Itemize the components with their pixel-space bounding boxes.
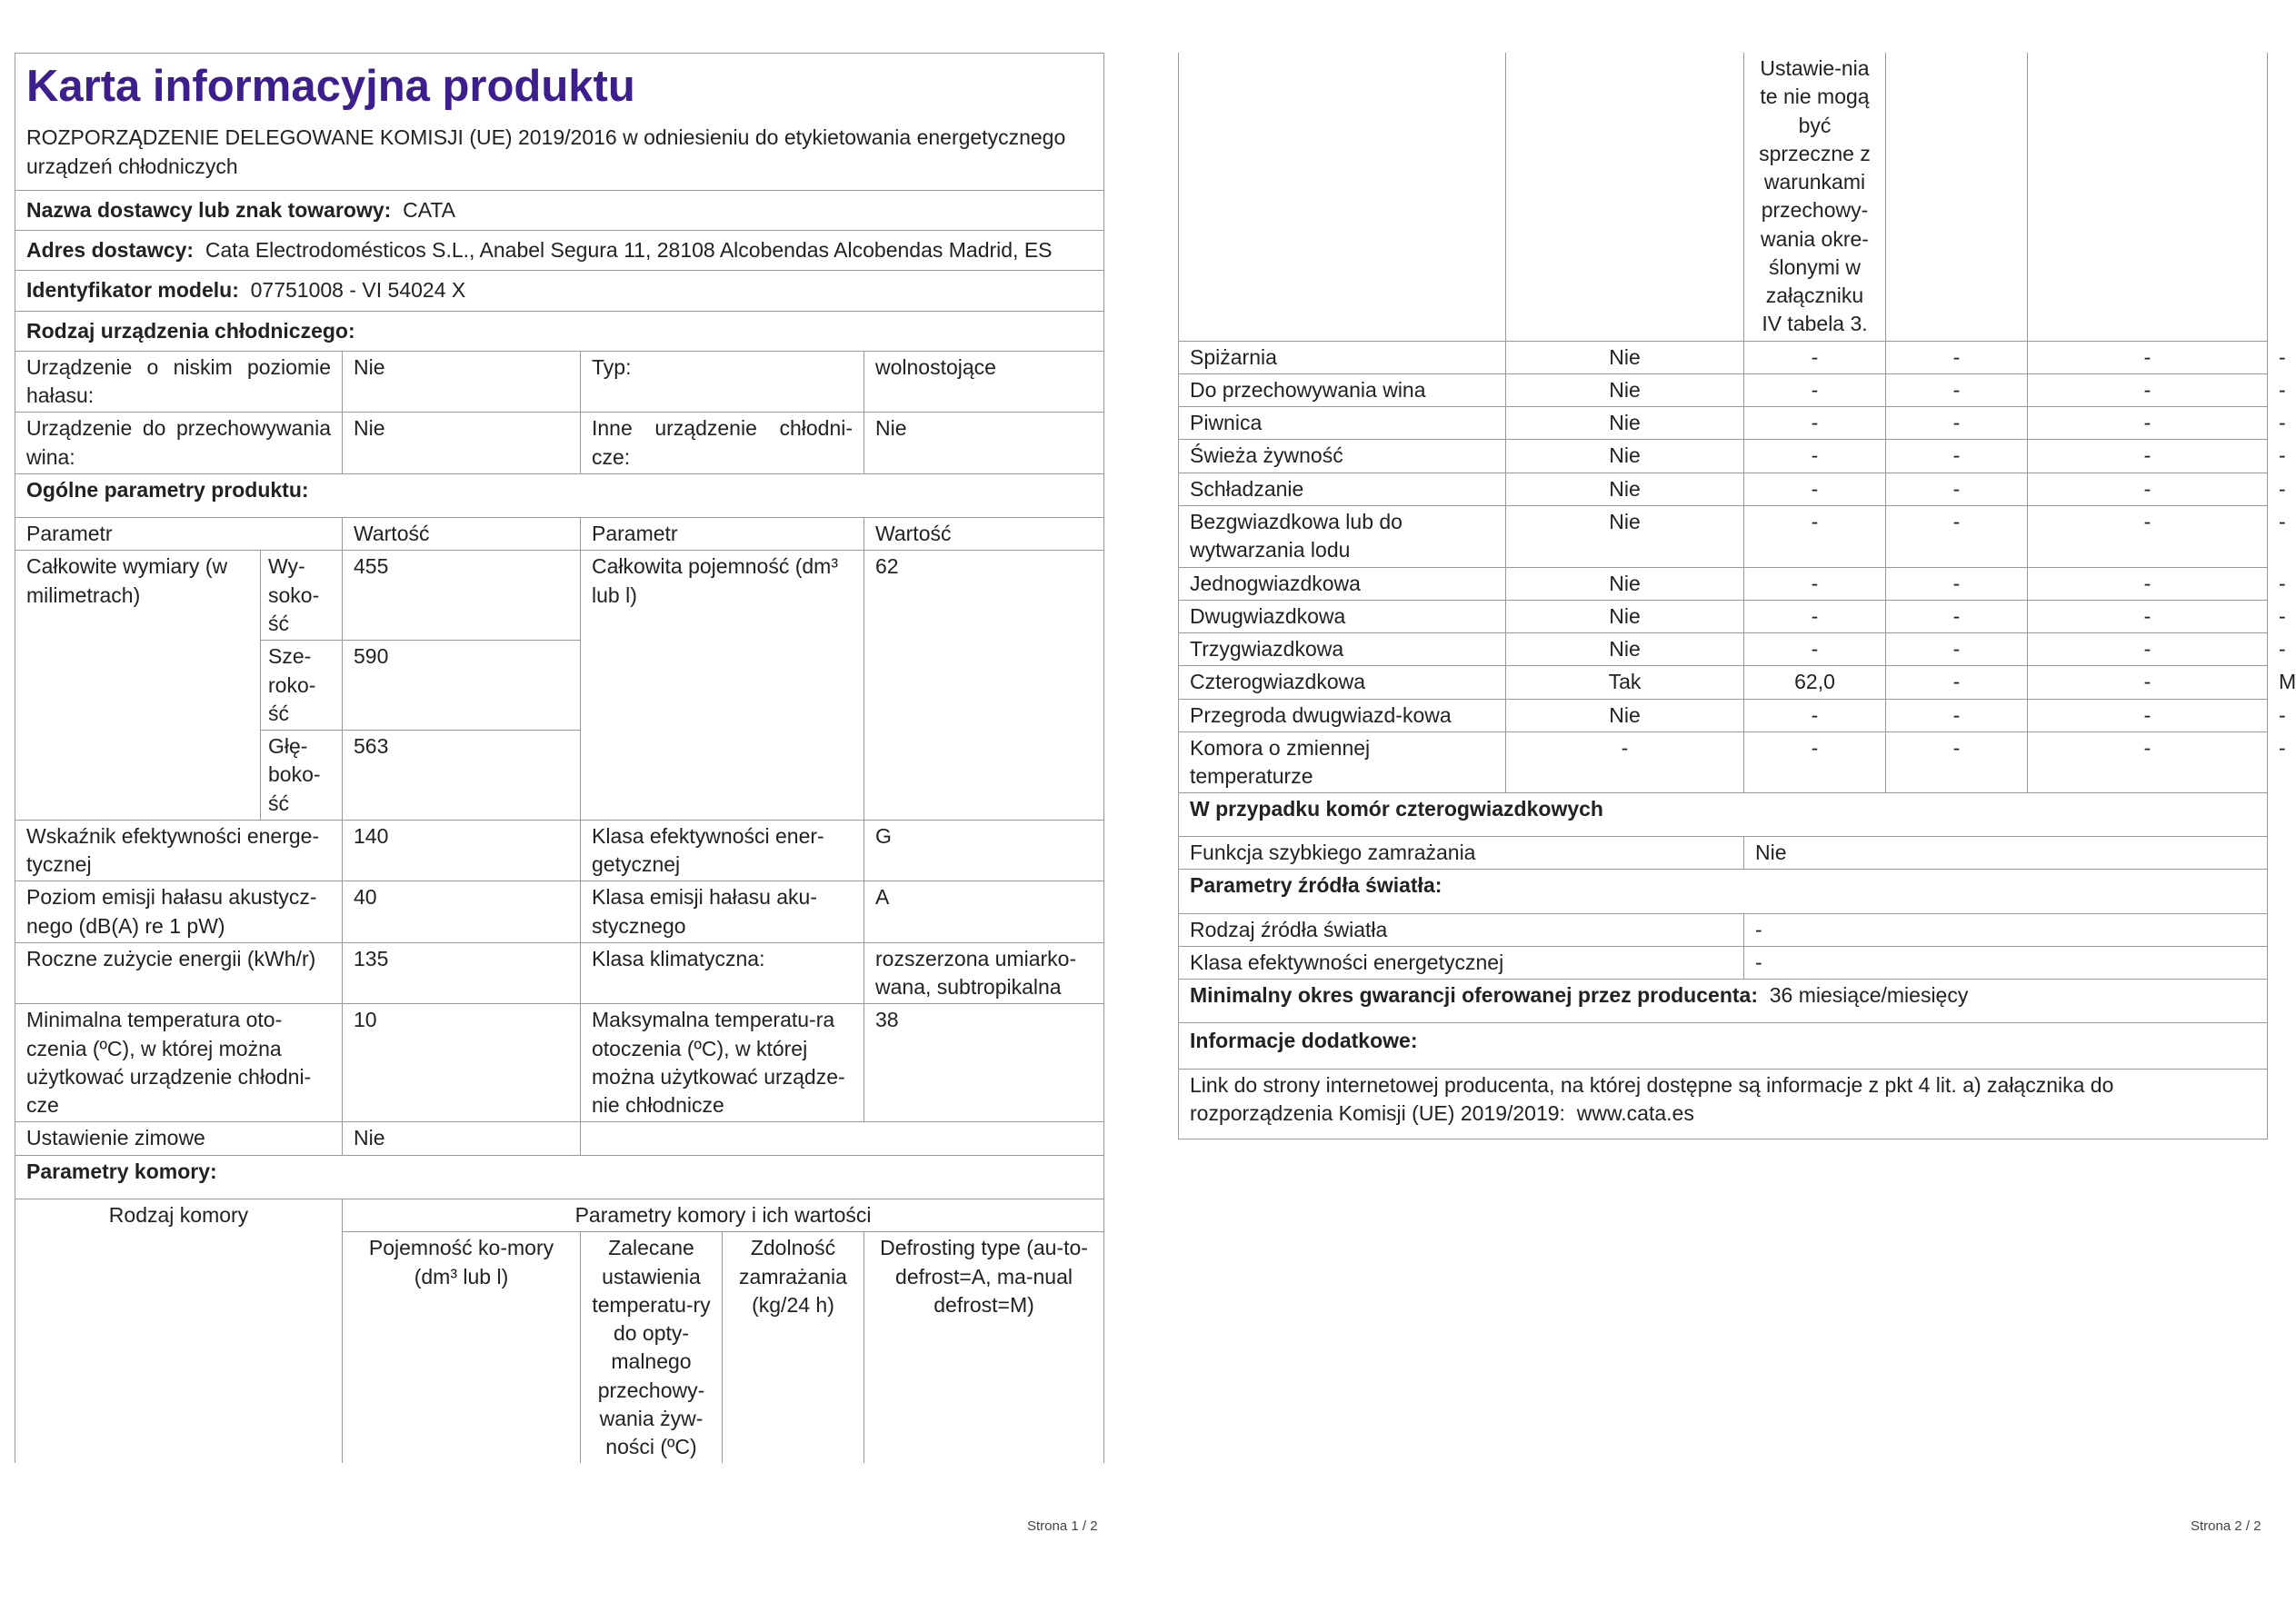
width-value: 590 (343, 641, 581, 731)
compartment-row: Piwnica Nie - - - - (1179, 407, 2268, 440)
compartment-name: Do przechowywania wina (1179, 373, 1506, 406)
appliance-type-heading: Rodzaj urządzenia chłodniczego: (15, 311, 1104, 351)
compartment-freeze: - (2028, 567, 2268, 600)
compartment-temp: - (1886, 567, 2028, 600)
compartment-temp: - (1886, 731, 2028, 793)
compartment-present: Nie (1506, 699, 1744, 731)
compartment-temp: - (1886, 633, 2028, 666)
compartment-temp: - (1886, 600, 2028, 632)
compartment-freeze: - (2028, 341, 2268, 373)
width-label: Sze-roko-ść (261, 641, 343, 731)
col-compartment-type: Rodzaj komory (15, 1199, 343, 1464)
compartment-volume: - (1744, 440, 1886, 473)
compartment-name: Trzygwiazdkowa (1179, 633, 1506, 666)
max-temp-value: 38 (864, 1004, 1104, 1122)
compartment-row: Komora o zmiennej temperaturze - - - - - (1179, 731, 2268, 793)
energy-class-value: G (864, 820, 1104, 881)
col-recommended-temp: Zalecane ustawienia temperatu-ry do opty-malnego przechowy-wania żyw-ności (ºC) (581, 1232, 723, 1464)
compartment-row: Czterogwiazdkowa Tak 62,0 - - M (1179, 666, 2268, 699)
height-value: 455 (343, 551, 581, 641)
col-param-header-2: Parametr (581, 518, 864, 551)
compartment-temp: - (1886, 407, 2028, 440)
compartment-temp: - (1886, 666, 2028, 699)
min-temp-label: Minimalna temperatura oto-czenia (ºC), w której można użytkować urządzenie chłodni-cze (15, 1004, 343, 1122)
compartments-table (1178, 53, 2296, 793)
compartment-row: Spiżarnia Nie - - - - (1179, 341, 2268, 373)
climate-class-label: Klasa klimatyczna: (581, 942, 864, 1004)
max-temp-label: Maksymalna temperatu-ra otoczenia (ºC), w której można użytkować urządze-nie chłodnicze (581, 1004, 864, 1122)
compartment-temp: - (1886, 373, 2028, 406)
compartment-name: Spiżarnia (1179, 341, 1506, 373)
height-label: Wy-soko-ść (261, 551, 343, 641)
type-label: Typ: (581, 351, 864, 413)
compartment-volume: - (1744, 699, 1886, 731)
annual-energy-value: 135 (343, 942, 581, 1004)
noise-level-value: 40 (343, 881, 581, 943)
page-1 (15, 53, 1103, 1463)
light-type-value: - (1744, 913, 2268, 946)
model-id-value: 07751008 - VI 54024 X (250, 278, 466, 303)
noise-level-label: Poziom emisji hałasu akustycz-nego (dB(A) re 1 pW) (15, 881, 343, 943)
compartment-row: Dwugwiazdkowa Nie - - - - (1179, 600, 2268, 632)
col-compartment-volume: Pojemność ko-mory (dm³ lub l) (343, 1232, 581, 1464)
compartment-present: Nie (1506, 567, 1744, 600)
compartment-row: Świeża żywność Nie - - - - (1179, 440, 2268, 473)
compartment-present: Nie (1506, 440, 1744, 473)
compartment-temp: - (1886, 699, 2028, 731)
compartment-temp: - (1886, 440, 2028, 473)
compartment-group-header: Parametry komory i ich wartości (343, 1199, 1104, 1232)
manufacturer-url[interactable]: www.cata.es (1576, 1101, 1694, 1125)
compartment-volume: - (1744, 341, 1886, 373)
compartment-present: - (1506, 731, 1744, 793)
fast-freeze-label: Funkcja szybkiego zamrażania (1179, 837, 1744, 870)
compartment-row: Trzygwiazdkowa Nie - - - - (1179, 633, 2268, 666)
compartment-params-heading: Parametry komory: (15, 1155, 1104, 1199)
page-2 (1178, 53, 2296, 1139)
winter-setting-label: Ustawienie zimowe (15, 1122, 343, 1155)
compartment-name: Świeża żywność (1179, 440, 1506, 473)
fast-freeze-value: Nie (1744, 837, 2268, 870)
compartment-name: Jednogwiazdkowa (1179, 567, 1506, 600)
col-value-header-2: Wartość (864, 518, 1104, 551)
additional-info-table (1178, 792, 2268, 1139)
four-star-heading: W przypadku komór czterogwiazdkowych (1179, 792, 2268, 836)
annual-energy-label: Roczne zużycie energii (kWh/r) (15, 942, 343, 1004)
compartment-row: Bezgwiazdkowa lub do wytwarzania lodu Nie - - - - (1179, 505, 2268, 567)
general-params-heading: Ogólne parametry produktu: (15, 473, 1104, 517)
temp-settings-note: Ustawie-nia te nie mogą być sprzeczne z warunkami przechowy-wania okre-ślonymi w załączniku IV tabela 3. (1744, 53, 1886, 341)
compartment-volume: - (1744, 731, 1886, 793)
page-number-1: Strona 1 / 2 (1027, 1518, 1098, 1534)
compartment-volume: - (1744, 505, 1886, 567)
compartment-freeze: - (2028, 600, 2268, 632)
wine-storage-label: Urządzenie do przechowywania wina: (15, 413, 343, 474)
compartment-row: Przegroda dwugwiazd-kowa Nie - - - - (1179, 699, 2268, 731)
regulation-text: ROZPORZĄDZENIE DELEGOWANE KOMISJI (UE) 2019/2016 w odniesieniu do etykietowania energetycznego urządzeń chłodniczych (26, 125, 1066, 178)
compartment-name: Przegroda dwugwiazd-kowa (1179, 699, 1506, 731)
light-source-heading: Parametry źródła światła: (1179, 870, 2268, 913)
compartment-temp: - (1886, 341, 2028, 373)
compartment-present: Nie (1506, 633, 1744, 666)
compartment-present: Tak (1506, 666, 1744, 699)
depth-label: Głę-boko-ść (261, 731, 343, 821)
compartment-freeze: - (2028, 473, 2268, 505)
model-id-label: Identyfikator modelu: (26, 278, 239, 303)
low-noise-value: Nie (343, 351, 581, 413)
type-value: wolnostojące (864, 351, 1104, 413)
winter-setting-value: Nie (343, 1122, 581, 1155)
compartment-row: Do przechowywania wina Nie - - - - (1179, 373, 2268, 406)
compartment-name: Czterogwiazdkowa (1179, 666, 1506, 699)
supplier-address-label: Adres dostawcy: (26, 238, 195, 263)
additional-info-heading: Informacje dodatkowe: (1179, 1023, 2268, 1069)
wine-storage-value: Nie (343, 413, 581, 474)
compartment-present: Nie (1506, 473, 1744, 505)
compartment-volume: - (1744, 633, 1886, 666)
compartment-name: Dwugwiazdkowa (1179, 600, 1506, 632)
compartment-present: Nie (1506, 341, 1744, 373)
noise-class-value: A (864, 881, 1104, 943)
other-appliance-value: Nie (864, 413, 1104, 474)
energy-class-label: Klasa efektywności ener-getycznej (581, 820, 864, 881)
compartment-present: Nie (1506, 505, 1744, 567)
supplier-address-value: Cata Electrodomésticos S.L., Anabel Segura 11, 28108 Alcobendas Alcobendas Madrid, ES (205, 238, 1053, 263)
compartment-freeze: - (2028, 440, 2268, 473)
page-number-2: Strona 2 / 2 (2191, 1518, 2261, 1534)
col-freezing-capacity: Zdolność zamrażania (kg/24 h) (723, 1232, 864, 1464)
depth-value: 563 (343, 731, 581, 821)
compartment-volume: - (1744, 373, 1886, 406)
compartment-name: Bezgwiazdkowa lub do wytwarzania lodu (1179, 505, 1506, 567)
total-volume-label: Całkowita pojemność (dm³ lub l) (581, 551, 864, 820)
dimensions-label: Całkowite wymiary (w milimetrach) (15, 551, 261, 820)
climate-class-value: rozszerzona umiarko-wana, subtropikalna (864, 942, 1104, 1004)
compartment-freeze: - (2028, 699, 2268, 731)
eei-value: 140 (343, 820, 581, 881)
compartment-volume: 62,0 (1744, 666, 1886, 699)
compartment-freeze: - (2028, 666, 2268, 699)
compartment-name: Schładzanie (1179, 473, 1506, 505)
eei-label: Wskaźnik efektywności energe-tycznej (15, 820, 343, 881)
compartment-freeze: - (2028, 373, 2268, 406)
total-volume-value: 62 (864, 551, 1104, 820)
compartment-row: Schładzanie Nie - - - - (1179, 473, 2268, 505)
compartment-name: Komora o zmiennej temperaturze (1179, 731, 1506, 793)
warranty-value: 36 miesiące/miesięcy (1769, 983, 1969, 1008)
compartment-volume: - (1744, 473, 1886, 505)
col-param-header: Parametr (15, 518, 343, 551)
compartment-present: Nie (1506, 373, 1744, 406)
compartment-present: Nie (1506, 407, 1744, 440)
noise-class-label: Klasa emisji hałasu aku-stycznego (581, 881, 864, 943)
compartment-freeze: - (2028, 731, 2268, 793)
col-defrost-type: Defrosting type (au-to-defrost=A, ma-nual defrost=M) (864, 1232, 1104, 1464)
low-noise-label: Urządzenie o niskim poziomie hałasu: (15, 351, 343, 413)
product-info-table (15, 53, 1104, 1463)
manufacturer-link-text: Link do strony internetowej producenta, na której dostępne są informacje z pkt 4 lit. a) załącznika do rozporządzenia Komisji (UE) 2019/2019: (1190, 1072, 2114, 1125)
warranty-label: Minimalny okres gwarancji oferowanej przez producenta: (1190, 983, 1758, 1008)
compartment-row: Jednogwiazdkowa Nie - - - - (1179, 567, 2268, 600)
compartment-volume: - (1744, 600, 1886, 632)
light-type-label: Rodzaj źródła światła (1179, 913, 1744, 946)
compartment-temp: - (1886, 505, 2028, 567)
light-class-value: - (1744, 946, 2268, 979)
other-appliance-label: Inne urządzenie chłodni-cze: (581, 413, 864, 474)
supplier-name-value: CATA (403, 197, 456, 222)
compartment-temp: - (1886, 473, 2028, 505)
compartment-name: Piwnica (1179, 407, 1506, 440)
compartment-freeze: - (2028, 407, 2268, 440)
min-temp-value: 10 (343, 1004, 581, 1122)
page-title: Karta informacyjna produktu (26, 62, 635, 111)
compartment-present: Nie (1506, 600, 1744, 632)
supplier-name-label: Nazwa dostawcy lub znak towarowy: (26, 197, 392, 222)
light-class-label: Klasa efektywności energetycznej (1179, 946, 1744, 979)
compartment-volume: - (1744, 567, 1886, 600)
compartment-freeze: - (2028, 633, 2268, 666)
col-value-header: Wartość (343, 518, 581, 551)
compartment-volume: - (1744, 407, 1886, 440)
compartment-freeze: - (2028, 505, 2268, 567)
